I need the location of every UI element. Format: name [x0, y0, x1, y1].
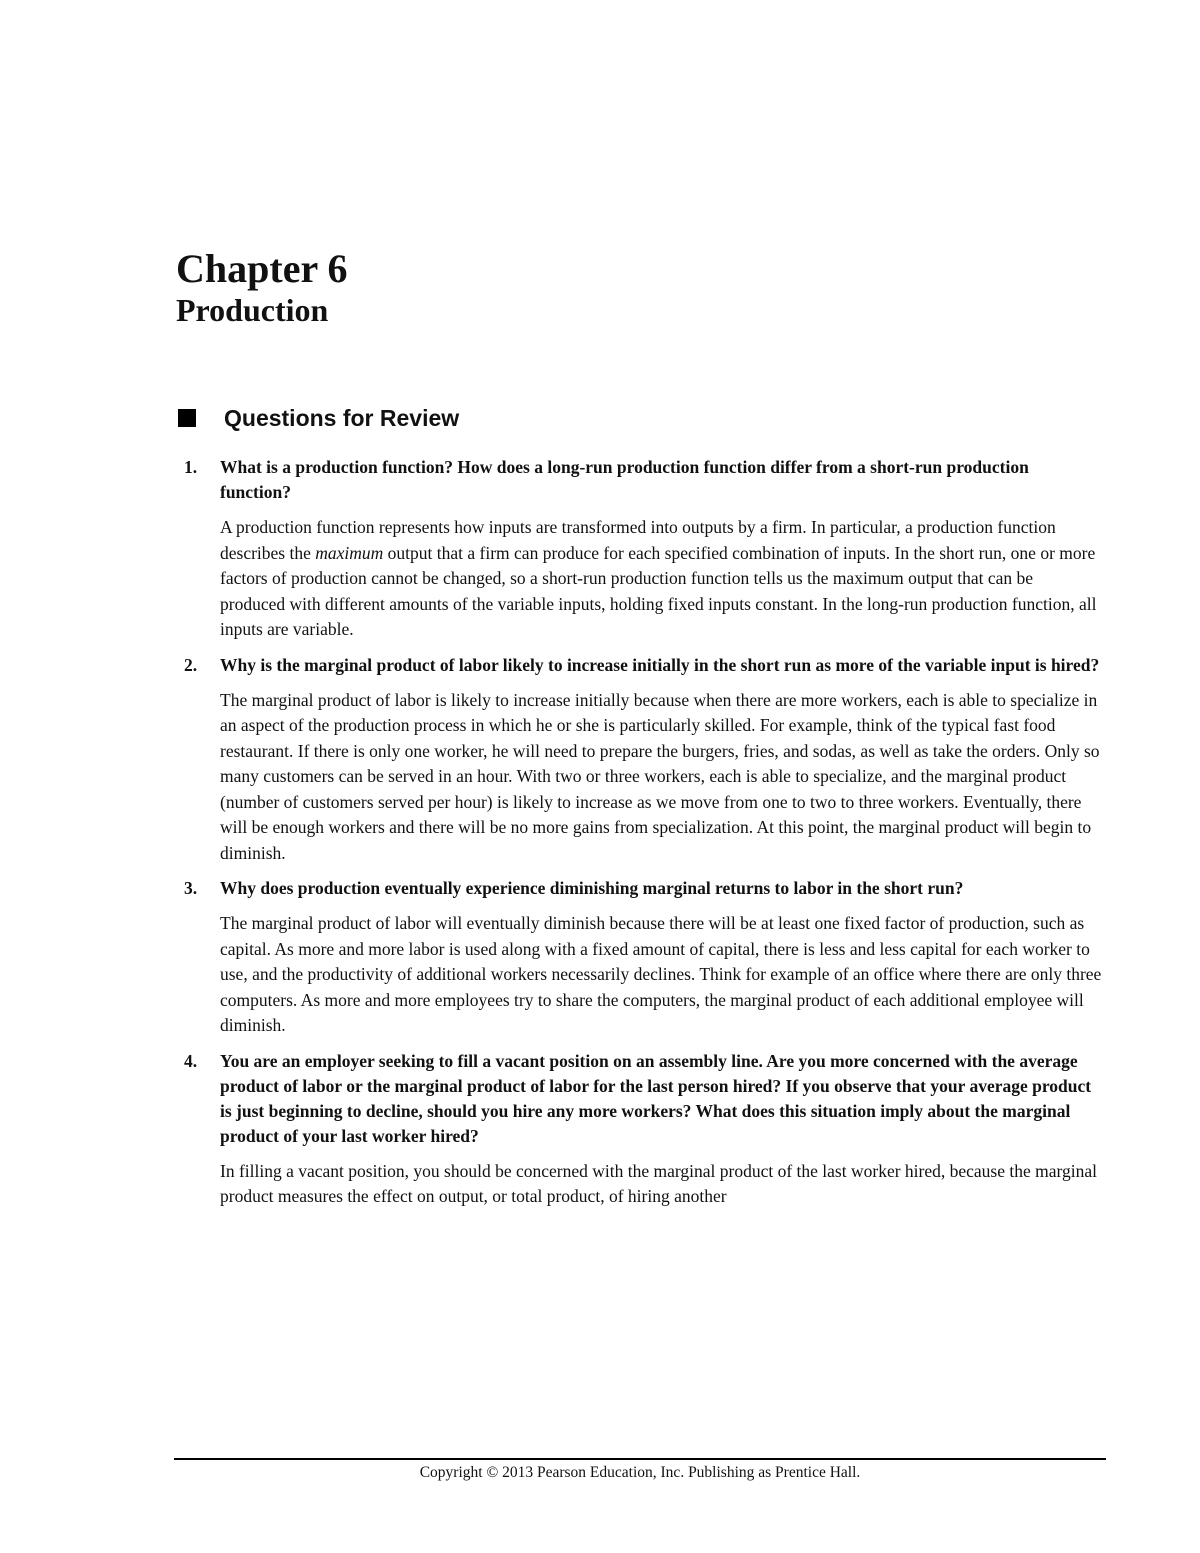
question-number: 2. [184, 654, 198, 675]
footer-divider [174, 1458, 1106, 1460]
question-text: You are an employer seeking to fill a vacant position on an assembly line. Are you more concerned with the average product of labor or the marginal product of labor for the last person hired? If you observe that your average product is just beginning to decline, should you hire any more workers? What does this situation imply about the marginal product of your last worker hired? [220, 1050, 1092, 1146]
chapter-subtitle: Production [176, 292, 329, 328]
question-number: 3. [184, 878, 198, 898]
questions-list [184, 455, 1104, 1220]
question-item [184, 653, 1104, 867]
chapter-title: Chapter 6 [176, 246, 348, 291]
question-text: What is a production function? How does a long-run production function differ from a short-run production function? [220, 457, 1029, 502]
answer-emphasis: maximum [315, 542, 384, 563]
question-body [220, 1049, 1102, 1210]
question-item [184, 876, 1104, 1039]
section-heading [178, 403, 459, 433]
question-item [184, 455, 1104, 643]
question-text: Why is the marginal product of labor likely to increase initially in the short run as more of the variable input is hired? [220, 654, 1100, 675]
section-heading-text: Questions for Review [224, 405, 460, 431]
question-body [220, 653, 1102, 867]
answer-text [220, 515, 1102, 643]
answer-text-part: A production function represents how inputs are transformed into outputs by a firm. In particular, a production function describes the [220, 517, 1056, 563]
question-body [220, 455, 1102, 643]
answer-text-part: output that a firm can produce for each specified combination of inputs. In the short run, one or more factors of production cannot be changed, so a short-run production function tells us the maximum output that can be produced with different amounts of the variable inputs, holding fixed inputs constant. In the long-run production function, all inputs are variable. [220, 542, 1097, 639]
square-bullet-icon [178, 409, 196, 427]
answer-text: The marginal product of labor will eventually diminish because there will be at least one fixed factor of production, such as capital. As more and more labor is used along with a fixed amount of capital, there is less and less capital for each worker to use, and the productivity of additional workers necessarily declines. Think for example of an office where there are only three computers. As more and more employees try to share the computers, the marginal product of each additional employee will diminish. [220, 913, 1102, 1035]
question-body [220, 876, 1102, 1039]
footer-copyright: Copyright © 2013 Pearson Education, Inc. Publishing as Prentice Hall. [419, 1464, 861, 1481]
question-item [184, 1049, 1104, 1210]
answer-text: The marginal product of labor is likely to increase initially because when there are more workers, each is able to specialize in an aspect of the production process in which he or she is particularly skilled. For example, think of the typical fast food restaurant. If there is only one worker, he will need to prepare the burgers, fries, and sodas, as well as take the orders. Only so many customers can be served in an hour. With two or three workers, each is able to specialize, and the marginal product (number of customers served per hour) is likely to increase as we move from one to two to three workers. Eventually, there will be enough workers and there will be no more gains from specialization. At this point, the marginal product will begin to diminish. [220, 689, 1100, 863]
question-number: 4. [184, 1050, 198, 1071]
answer-text: In filling a vacant position, you should be concerned with the marginal product of the last worker hired, because the marginal product measures the effect on output, or total product, of hiring another [220, 1160, 1098, 1206]
question-text: Why does production eventually experience diminishing marginal returns to labor in the short run? [220, 878, 964, 898]
question-number: 1. [184, 457, 198, 477]
